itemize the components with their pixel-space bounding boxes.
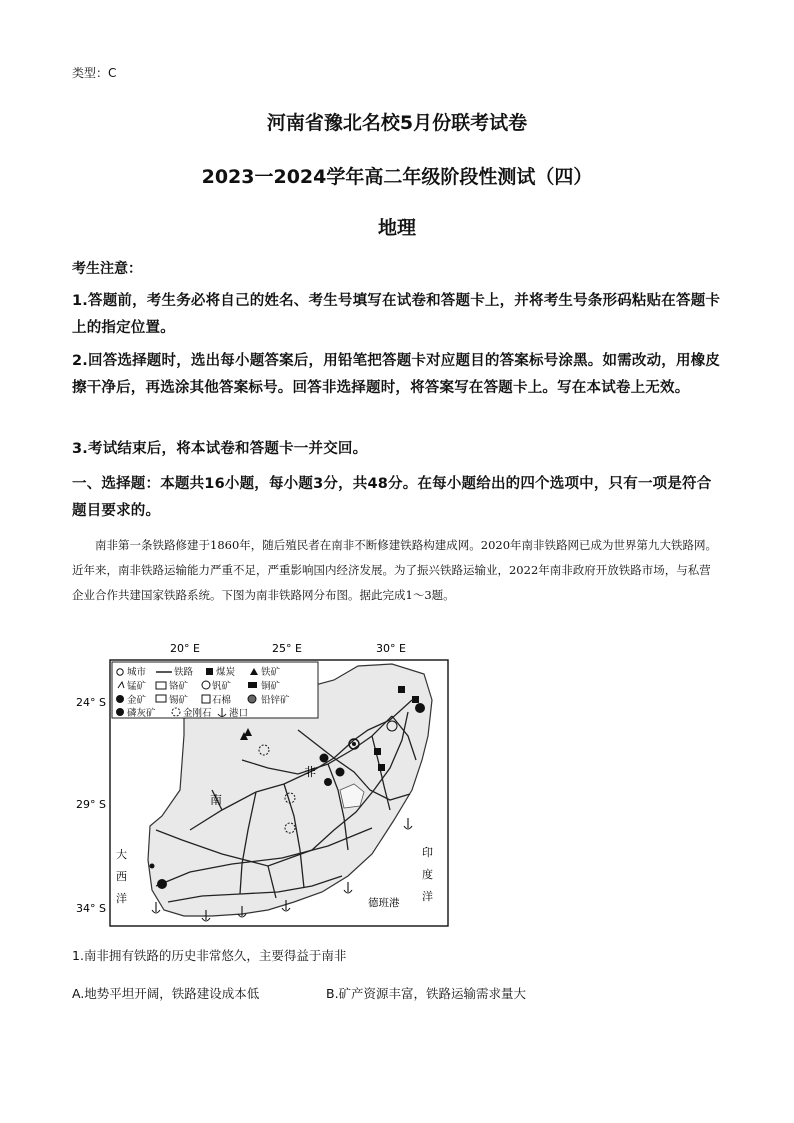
question-1-stem: 1.南非拥有铁路的历史非常悠久，主要得益于南非: [72, 948, 347, 963]
legend-port: 港口: [229, 708, 249, 719]
phosphate-marker: [157, 879, 167, 889]
lon-label-20: 20° E: [170, 642, 200, 655]
legend-manganese: 锰矿: [127, 681, 147, 692]
gold-marker: [336, 768, 345, 777]
label-indian-3: 洋: [422, 890, 433, 903]
lead-zinc-symbol-icon: [248, 695, 256, 703]
coal-symbol-icon: [206, 668, 213, 675]
coal-marker: [374, 748, 381, 755]
label-atlantic-1: 大: [116, 848, 127, 861]
legend-lead-zinc: 铅锌矿: [261, 695, 290, 706]
legend-chromium: 铬矿: [169, 681, 189, 692]
city-marker-center: [352, 742, 356, 746]
city-marker: [150, 864, 155, 869]
question-1-option-b[interactable]: B.矿产资源丰富，铁路运输需求量大: [326, 986, 527, 1001]
legend-coal: 煤炭: [216, 667, 236, 678]
legend-city: 城市: [127, 667, 147, 678]
exam-title: 河南省豫北名校5月份联考试卷: [266, 112, 528, 134]
gold-marker: [415, 703, 425, 713]
lon-label-25: 25° E: [272, 642, 302, 655]
label-south: 南: [210, 793, 223, 807]
coal-marker: [378, 764, 385, 771]
lon-label-30: 30° E: [376, 642, 406, 655]
legend-tin: 锡矿: [169, 695, 189, 706]
coal-marker: [412, 696, 419, 703]
railway-map-figure: [72, 640, 452, 930]
port-marker: [404, 818, 412, 829]
legend-asbestos: 石棉: [212, 695, 232, 706]
label-atlantic-3: 洋: [116, 892, 127, 905]
legend-iron: 铁矿: [261, 667, 281, 678]
exam-subtitle: 2023一2024学年高二年级阶段性测试（四）: [201, 166, 593, 188]
gold-marker: [324, 778, 332, 786]
notice-item-2: 2.回答选择题时，选出每小题答案后，用铅笔把答题卡对应题目的答案标号涂黑。如需改动，用橡皮擦干净后，再选涂其他答案标号。回答非选择题时，将答案写在答题卡上。写在本试卷上无效。: [72, 353, 721, 396]
phosphate-symbol-icon: [116, 708, 124, 716]
lat-label-34: 34° S: [76, 902, 106, 915]
label-atlantic-2: 西: [116, 870, 127, 883]
coal-marker: [398, 686, 405, 693]
exam-type-tag: 类型：C: [72, 66, 117, 80]
legend-vanadium: 钒矿: [212, 681, 232, 692]
lat-label-29: 29° S: [76, 798, 106, 811]
legend-copper: 铜矿: [261, 681, 281, 692]
notice-item-3: 3.考试结束后，将本试卷和答题卡一并交回。: [72, 441, 368, 457]
lat-label-24: 24° S: [76, 696, 106, 709]
label-durban-port: 德班港: [368, 897, 400, 909]
label-indian-2: 度: [422, 868, 433, 881]
section-heading: 一、选择题：本题共16小题，每小题3分，共48分。在每小题给出的四个选项中，只有一项是符合题目要求的。: [72, 476, 712, 519]
exam-subject: 地理: [377, 217, 416, 239]
port-marker: [344, 882, 352, 893]
port-marker: [152, 902, 160, 913]
legend-gold: 金矿: [127, 695, 147, 706]
legend-diamond: 金刚石: [183, 708, 212, 719]
notice-heading: 考生注意：: [72, 261, 142, 277]
label-indian-1: 印: [422, 846, 433, 859]
question-1-option-a[interactable]: A.地势平坦开阔，铁路建设成本低: [72, 986, 260, 1001]
gold-symbol-icon: [116, 695, 124, 703]
question-intro: 南非第一条铁路修建于1860年，随后殖民者在南非不断修建铁路构建成网。2020年南非铁路网已成为世界第九大铁路网。近年来，南非铁路运输能力严重不足，严重影响国内经济发展。为了振兴铁路运输业，2022年南非政府开放铁路市场，与私营企业合作共建国家铁路系统。下图为南非铁路网分布图。据此完成1～3题。: [72, 538, 718, 602]
gold-marker: [320, 754, 329, 763]
legend-phosphate: 磷灰矿: [127, 708, 156, 719]
notice-item-1: 1.答题前，考生务必将自己的姓名、考生号填写在试卷和答题卡上，并将考生号条形码粘贴在答题卡上的指定位置。: [72, 293, 721, 336]
label-africa: 非: [304, 765, 317, 779]
copper-symbol-icon: [248, 682, 257, 688]
legend-railway: 铁路: [174, 667, 194, 678]
south-africa-railway-map: [72, 640, 452, 930]
